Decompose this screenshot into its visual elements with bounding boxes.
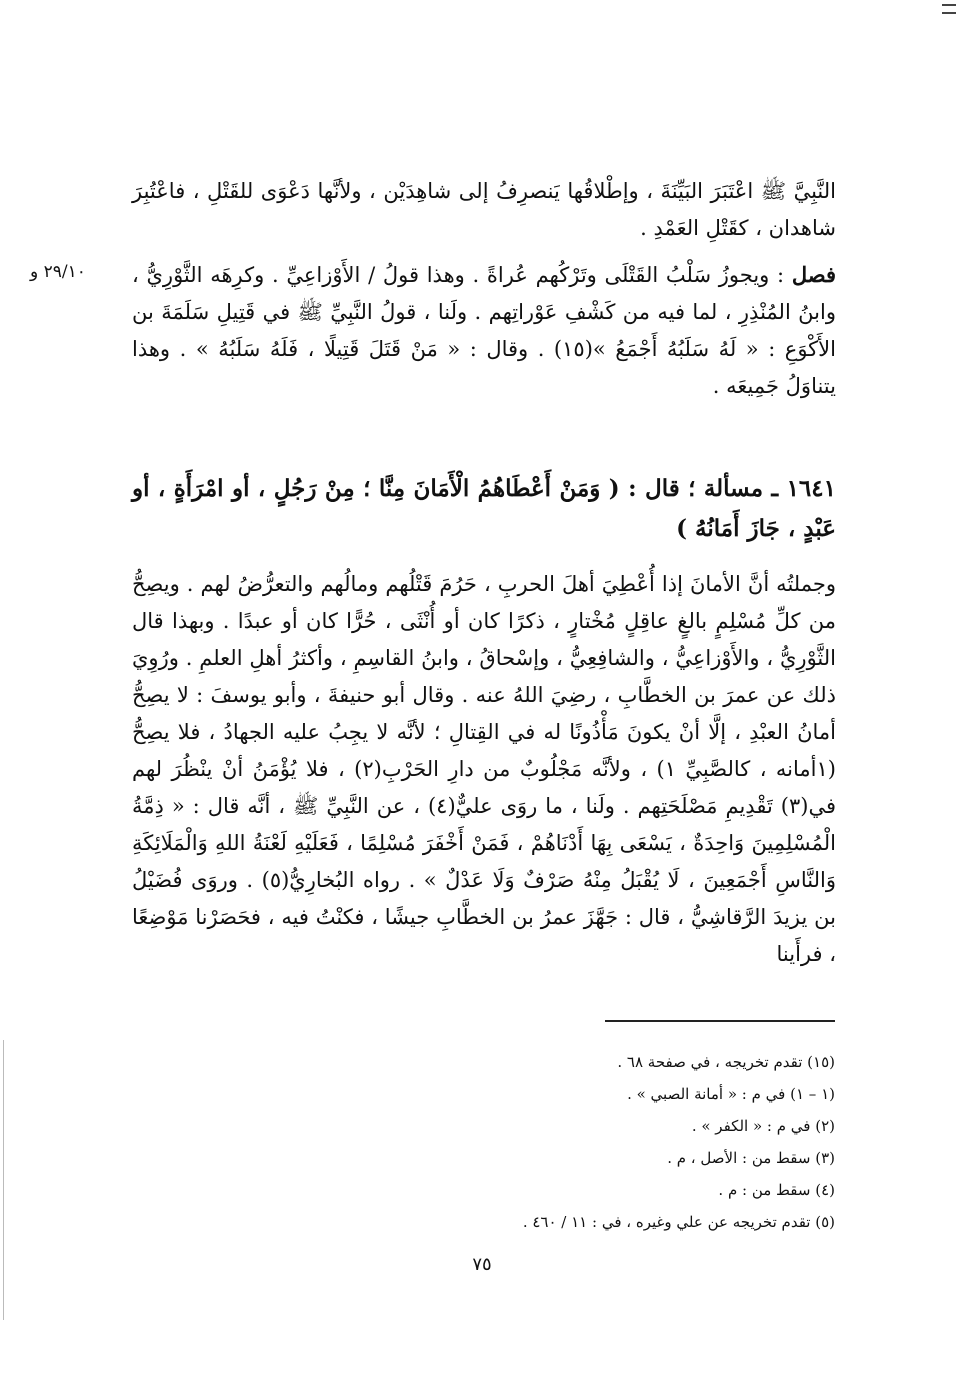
paragraph-1: النَّبِيَّ ﷺ اعْتَبَرَ البَيِّنَةَ ، وإطْلاقُها يَنصرِفُ إلى شاهِدَيْن ، ولأنَّها دَعْوَى للقَتْلِ ، فاعْتُبِرَ شاهدان ، كقَتْلِ العَمْدِ . [132, 179, 836, 240]
scan-edge-line [3, 1040, 4, 1320]
footnote: (٢) في م : « الكفر » . [691, 1117, 835, 1135]
footnote: (١٥) تقدم تخريجه ، في صفحة ٦٨ . [617, 1053, 835, 1071]
footnote: (٤) سقط من : م . [718, 1181, 835, 1199]
paragraph-fasl [132, 256, 836, 405]
paragraph-fasl-body: : ويجوزُ سَلْبُ القَتْلَى وتَرْكُهم عُراةً . وهذا قولُ / الأَوْزاعِيِّ . وكرِهَه الثَّوْرِيُّ ، وابنُ المُنْذِرِ ، لما فيه من كَشْفِ عَوْراتِهم . ولَنا ، قولُ النَّبِيِّ ﷺ في قَتِيلِ سَلَمَةَ بن الأَكْوَعِ : « لَهُ سَلَبُهُ أَجْمَعُ »(١٥) . وقال : « مَنْ قَتَلَ قَتِيلًا ، فَلَهُ سَلَبُهُ » . وهذا يتناوَلُ جَمِيعَه . [132, 263, 836, 398]
scan-mark-second [942, 12, 956, 14]
footnote-separator [605, 1020, 835, 1022]
masala-heading: ١٦٤١ ـ مسألة ؛ قال : ( وَمَنْ أَعْطَاهُمُ الْأَمَانَ مِنَّا ؛ مِنْ رَجُلٍ ، أو امْرَأَةٍ ، أو عَبْدٍ ، جَازَ أَمَانُهُ ) [132, 475, 836, 542]
manuscript-folio-note: ٢٩/١٠ و [30, 262, 86, 282]
footnote: (١ – ١) في م : « أمانة الصبي » . [627, 1085, 835, 1103]
section-heading-fasl: فصل [791, 262, 836, 287]
footnote: (٥) تقدم تخريجه عن علي وغيره ، في : ١١ / ٤٦٠ . [522, 1213, 835, 1231]
page-number: ٧٥ [472, 1254, 492, 1275]
footnote: (٣) سقط من : الأصل ، م . [667, 1149, 835, 1167]
paragraph-commentary: وجملتُه أنَّ الأمانَ إذا أُعْطِيَ أهلَ الحربِ ، حَرُمَ قَتْلُهم ومالُهم والتعرُّضُ لهم . ويصِحُّ من كلِّ مُسْلِمٍ بالغٍ عاقِلٍ مُخْتارٍ ، ذكرًا كان أو أُنْثَى ، حُرًّا كان أو عبدًا . وبهذا قال الثَّوْرِيُّ ، والأَوْزاعِيُّ ، والشافِعِيُّ ، وإسْحاقُ ، وابنُ القاسِمِ ، وأكثرُ أهلِ العلمِ . ورُوِيَ ذلك عن عمرَ بن الخطَّابِ ، رضِيَ اللهُ عنه . وقال أبو حنيفةَ ، وأبو يوسفَ : لا يصِحُّ أمانُ العبْدِ ، إلَّا أنْ يكونَ مَأْذُونًا له في القِتالِ ؛ لأنَّه لا يجِبُ عليه الجهادُ ، فلا يصِحُّ (١أمانه ، كالصَّبِيِّ ١) ، ولأنَّه مَجْلُوبٌ من دارِ الحَرْبِ(٢) ، فلا يُؤْمَنُ أنْ ينْظُرَ لهم في(٣) تَقْدِيمِ مَصْلَحَتِهم . ولَنا ، ما روَى عليٌّ(٤) ، عن النَّبِيِّ ﷺ ، أنَّه قال : « ذِمَّةُ الْمُسْلِمِينَ وَاحِدَةٌ ، يَسْعَى بِهَا أَدْنَاهُمْ ، فَمَنْ أَخْفَرَ مُسْلِمًا ، فَعَلَيْهِ لَعْنَةُ اللهِ وَالْمَلَائِكَةِ وَالنَّاسِ أَجْمَعِينَ ، لَا يُقْبَلُ مِنْهُ صَرْفٌ وَلَا عَدْلٌ » . رواه البُخارِيُّ(٥) . وروَى فُضَيْلُ بن يزيدَ الرَّقاشِيُّ ، قال : جَهَّزَ عمرُ بن الخطَّابِ جيشًا ، فكنْتُ فيه ، فحَصَرْنا مَوْضِعًا ، فرأَينا [132, 572, 837, 966]
footnotes [380, 1046, 835, 1238]
scan-mark-top [942, 4, 956, 6]
